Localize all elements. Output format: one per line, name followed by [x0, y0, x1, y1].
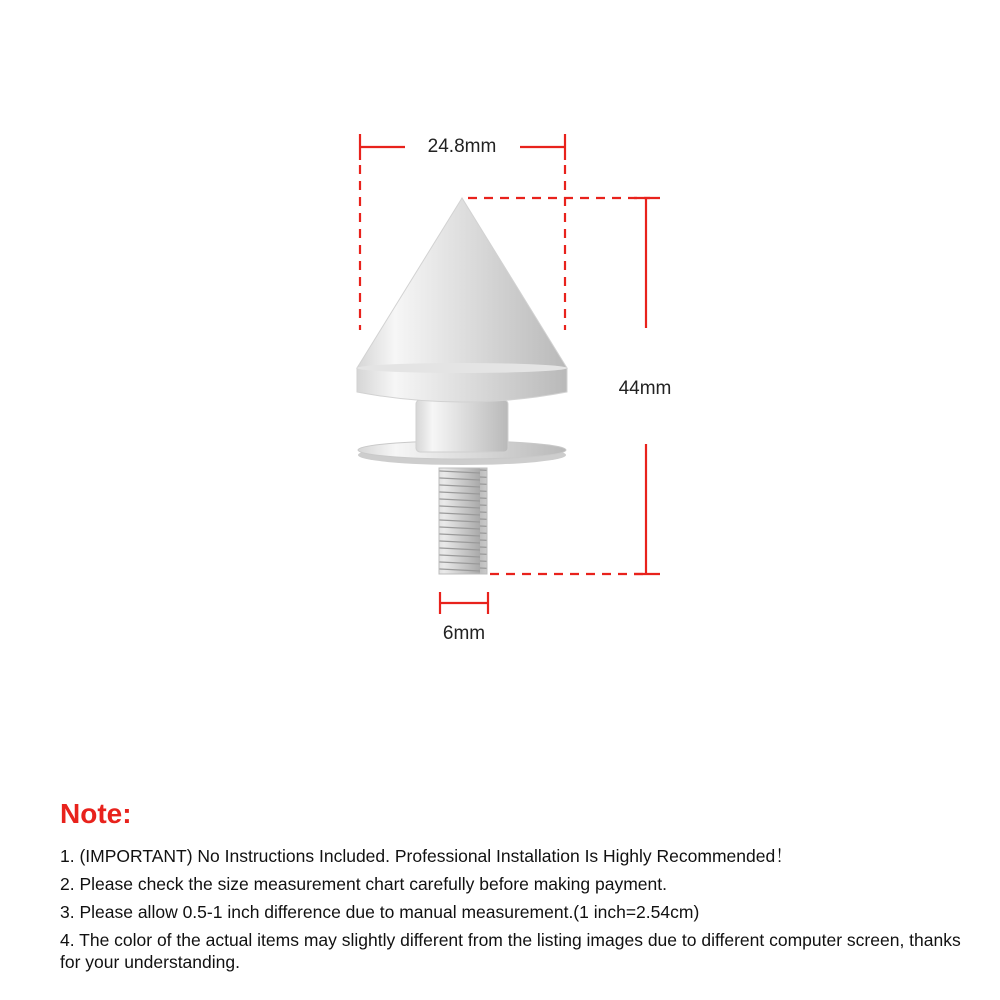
note-title: Note:	[60, 798, 132, 829]
thread-label: 6mm	[442, 623, 486, 644]
spike-bolt	[357, 198, 567, 574]
height-label: 44mm	[618, 378, 672, 399]
neck	[416, 400, 508, 452]
note-list	[60, 845, 970, 979]
cone-base-band	[357, 368, 567, 402]
note-item: 1. (IMPORTANT) No Instructions Included. Professional Installation Is Highly Recommended！	[60, 846, 793, 866]
width-label: 24.8mm	[427, 136, 497, 157]
note-item: 3. Please allow 0.5-1 inch difference due to manual measurement.(1 inch=2.54cm)	[60, 902, 700, 922]
cone-spike	[357, 198, 567, 368]
note-item: 4. The color of the actual items may slightly different from the listing images due to different computer screen, thanks for your understanding.	[60, 930, 961, 972]
thread-shaft	[439, 468, 487, 574]
cone-base-rim	[357, 363, 567, 373]
note-item: 2. Please check the size measurement chart carefully before making payment.	[60, 874, 667, 894]
